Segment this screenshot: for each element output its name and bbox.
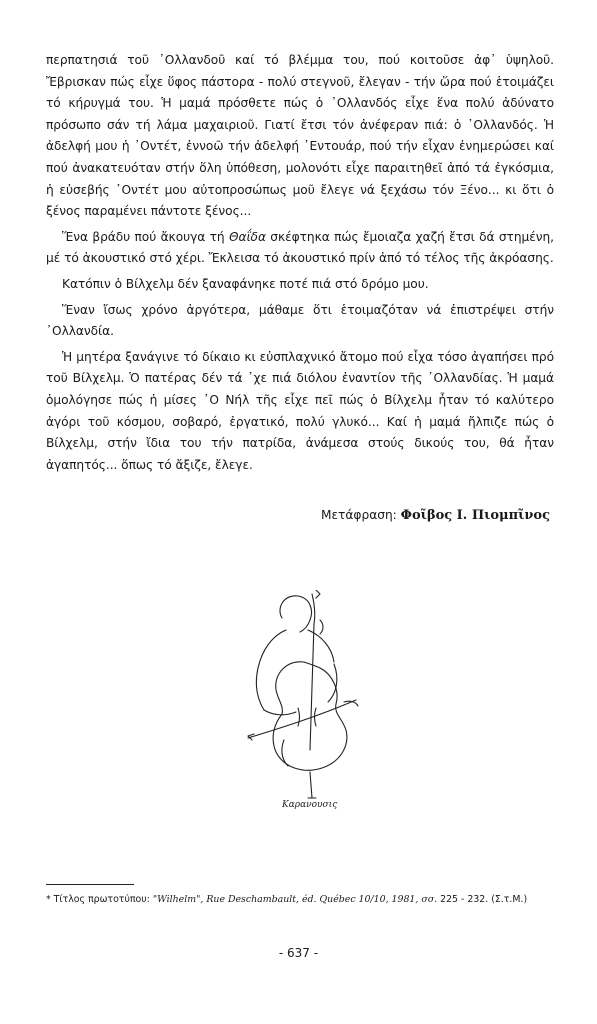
- credit-label: Μετάφραση:: [320, 508, 401, 522]
- footnote-note: (Σ.τ.Μ.): [488, 894, 528, 905]
- footnote-pages: 225 - 232.: [437, 894, 489, 905]
- footnote: [46, 894, 566, 905]
- cellist-illustration: [224, 590, 384, 810]
- paragraph-2-start: Ἕνα βράδυ πού ἄκουγα τή: [62, 229, 229, 244]
- paragraph-5: Ἡ μητέρα ξανάγινε τό δίκαιο κι εὐσπλαχνικό ἄτομο πού εἶχα τόσο ἀγαπήσει πρό τοῦ Βίλχελμ. Ὁ πατέρας δέν τά ᾿χε πιά διόλου ἐναντίον τῆς ᾿Ολλανδίας. Ἡ μαμά ὁμολόγησε πώς ἡ μίσες ᾿Ο Νήλ τῆς εἶχε πεῖ πώς ὁ Βίλχελμ ἦταν τό καλύτερο ἀγόρι τοῦ κόσμου, σοβαρό, ἐργατικό, πολύ γλυκό... Καί ἡ μαμά ἤλπιζε πώς ὁ Βίλχελμ, στήν ἴδια του τήν πατρίδα, ἀνάμεσα στούς δικούς του, θά ἦταν ἀγαπητός... ὅπως τό ἄξιζε, ἔλεγε.: [46, 349, 554, 472]
- main-text: [46, 50, 554, 480]
- illustration-signature: Καρανουσις: [282, 800, 338, 810]
- footnote-pages-label: σσ.: [418, 894, 438, 905]
- translator-name: Φοῖβος Ι. Πιομπῖνος: [400, 508, 550, 523]
- page-number: - 637 -: [278, 946, 319, 960]
- paragraph-2: [46, 227, 554, 270]
- paragraph-1: περπατησιά τοῦ ᾿Ολλανδοῦ καί τό βλέμμα του, πού κοιτοῦσε ἀφ᾿ ὑψηλοῦ. Ἔβρισκαν πώς εἶχε ὕφος πάστορα - πολύ στεγνοῦ, ἔλεγαν - τήν ὥρα πού ἑτοιμάζει τό κήρυγμά του. Ἡ μαμά πρόσθετε πώς ὁ ᾿Ολλανδός εἶχε ἕνα πολύ ἀδύνατο πρόσωπο σάν τή λάμα μαχαιριοῦ. Γιατί ἔτσι τόν ἀνέφεραν πιά: ὁ ᾿Ολλανδός. Ἡ ἀδελφή μου ἡ ᾿Οντέτ, ἐννοῶ τήν ἀδελφή ᾿Εντουάρ, πού τήν εἶχαν ἐνημερώσει καί πού ἀνακατευόταν στήν ὅλη ὑπόθεση, μολονότι εἶχε παραιτηθεῖ ἀπό τά ἐγκόσμια, ἡ εὐσεβής ᾿Οντέτ μου αὐτοπροσώπως μοῦ ἔλεγε νά ξεχάσω τόν Ξένο... κι ὅτι ὁ ξένος παραμένει πάντοτε ξένος...: [46, 53, 554, 219]
- footnote-prefix: * Τίτλος πρωτοτύπου:: [46, 894, 153, 905]
- paragraph-2-end: σκέφτηκα πώς ἔμοιαζα χαζή ἔτσι δά στημένη, μέ τό ἀκουστικό στό χέρι. Ἔκλεισα τό ἀκουστικό πρίν ἀπό τό τέλος τῆς ἀκρόασης.: [46, 229, 554, 266]
- paragraph-3: Κατόπιν ὁ Βίλχελμ δέν ξαναφάνηκε ποτέ πιά στό δρόμο μου.: [62, 276, 429, 291]
- footnote-source: , Rue Deschambault, éd. Québec 10/10, 1981,: [200, 894, 419, 905]
- paragraph-4: Ἕναν ἴσως χρόνο ἀργότερα, μάθαμε ὅτι ἑτοιμαζόταν νά ἐπιστρέψει στήν ᾿Ολλανδία.: [46, 302, 554, 339]
- opera-title: Θαΐδα: [228, 229, 266, 244]
- footnote-divider: [46, 884, 134, 885]
- translator-credit: [321, 508, 550, 523]
- footnote-work-title: "Wilhelm": [152, 894, 201, 905]
